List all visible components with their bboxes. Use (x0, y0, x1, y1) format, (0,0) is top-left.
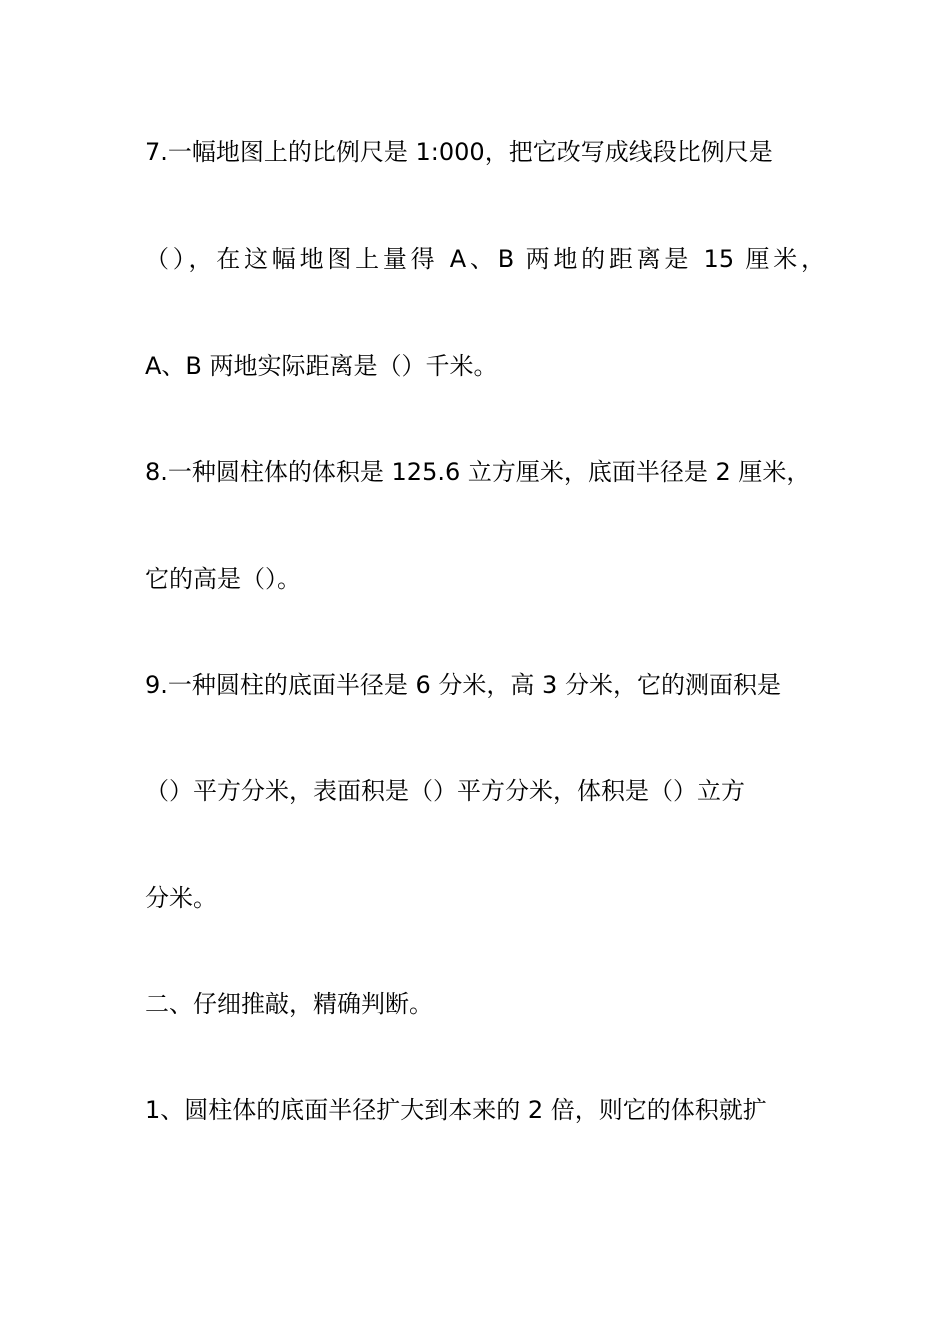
question-7-line-1: 7.一幅地图上的比例尺是 1:000，把它改写成线段比例尺是 (145, 138, 773, 166)
section-2-heading: 二、仔细推敲，精确判断。 (145, 990, 433, 1018)
section-2-question-1-line-1: 1、圆柱体的底面半径扩大到本来的 2 倍，则它的体积就扩 (145, 1096, 767, 1124)
question-9-line-2: （）平方分米，表面积是（）平方分米，体积是（）立方 (145, 777, 745, 805)
question-7-line-2: （），在这幅地图上量得 A、B 两地的距离是 15 厘米， (145, 245, 825, 273)
question-9-line-1: 9.一种圆柱的底面半径是 6 分米，高 3 分米，它的测面积是 (145, 671, 781, 699)
question-8-line-2: 它的高是（）。 (145, 565, 301, 593)
question-7-line-3: A、B 两地实际距离是（）千米。 (145, 352, 498, 380)
question-8-line-1: 8.一种圆柱体的体积是 125.6 立方厘米，底面半径是 2 厘米， (145, 458, 811, 486)
question-9-line-3: 分米。 (145, 884, 217, 912)
